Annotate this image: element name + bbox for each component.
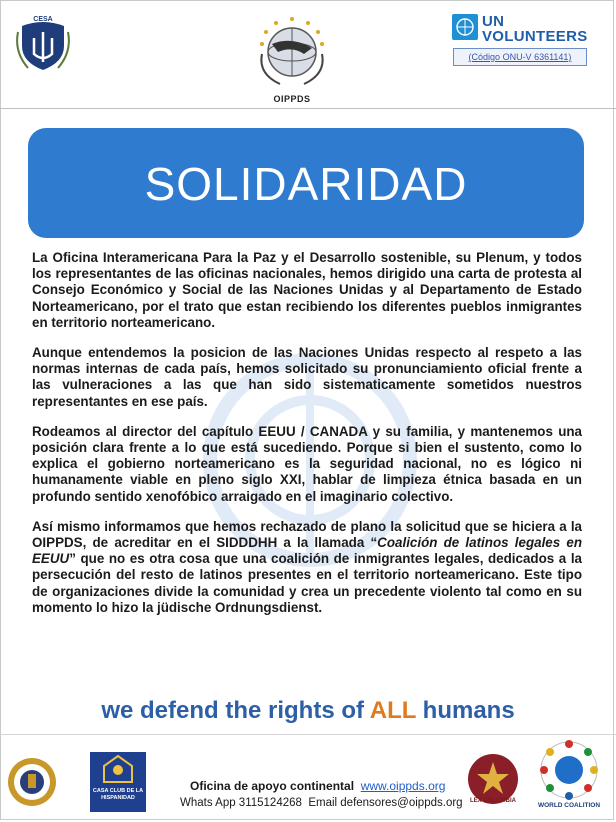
cesa-logo xyxy=(14,12,72,74)
header-divider xyxy=(0,108,616,109)
website-link[interactable]: www.oippds.org xyxy=(360,779,446,793)
contact-line-1 xyxy=(190,779,445,793)
paragraph-4-italic: Coalición de latinos legales en EEUU xyxy=(32,535,582,567)
casa-logo-text: CASA CLUB DE LA HISPANIDAD xyxy=(92,788,144,801)
title-banner: SOLIDARIDAD xyxy=(28,128,584,238)
aldp-logo xyxy=(6,756,58,808)
paragraph-1: La Oficina Interamericana Para la Paz y el Desarrollo sostenible, su Plenum, y todos los representantes de las oficinas nacionales, hemos dirigido una carta de protesta al Consejo Económico y Social de las Naciones Unidas y al Departamento de Estado Norteamericano, por el trato que estan recibiendo los diferentes pueblos inmigrantes en territorio norteamericano. xyxy=(32,250,582,330)
un-volunteers-code-link[interactable]: (Código ONU-V 6361141) xyxy=(453,48,587,66)
whatsapp-label: Whats App 3115124268 xyxy=(180,797,302,809)
un-volunteers-line2: VOLUNTEERS xyxy=(482,28,588,45)
office-label: Oficina de apoyo continental xyxy=(190,779,355,793)
world-coalition-logo xyxy=(530,734,608,818)
paragraph-2: Aunque entendemos la posicion de las Naciones Unidas respecto al respeto a las normas internas de cada país, hemos solicitado su pronunciamiento oficial frente a las vulneraciones a las que han sido sistematicamente sometidos nuestros representantes en ese país. xyxy=(32,345,582,409)
slogan-after: humans xyxy=(415,697,515,724)
un-emblem-icon xyxy=(452,14,478,40)
lex-colombia-logo xyxy=(466,752,520,812)
slogan-before: we defend the rights of xyxy=(101,697,370,724)
email-label: Email xyxy=(308,797,338,809)
paragraph-4-part-b: ” que no es otra cosa que una coalición de inmigrantes legales, dedicados a la persecución del resto de latinos presentes en el territorio norteamericano. Este tipo de organizaciones divide la comunidad y crea un precedente violento tal como en su momento lo hizo la jüdische Ordnungsdienst. xyxy=(32,551,582,615)
casa-club-hispanidad-logo xyxy=(90,752,146,812)
oippds-logo xyxy=(252,14,332,106)
paragraph-4-part-a: Así mismo informamos que hemos rechazado de plano la solicitud que se hiciera a la OIPPDS, de acreditar en el SIDDDHH a la llamada “ xyxy=(32,518,582,551)
oippds-logo-label: OIPPDS xyxy=(273,94,311,104)
footer-divider xyxy=(0,734,616,735)
email-address[interactable]: defensores@oippds.org xyxy=(340,797,463,809)
cesa-logo-text: CESA xyxy=(33,16,53,23)
un-volunteers-line1: UN xyxy=(482,13,505,30)
lex-logo-text: LEX COLOMBIA xyxy=(470,798,516,804)
world-coalition-text: WORLD COALITION xyxy=(537,802,601,809)
slogan-highlight: ALL xyxy=(369,697,416,724)
contact-line-2 xyxy=(180,797,463,809)
paragraph-4 xyxy=(32,519,582,616)
paragraph-3: Rodeamos al director del capítulo EEUU / CANADA y su familia, y mantenemos una posición clara frente a lo que está sucediendo. Porque si bien el sustento, como lo explica el gobierno norteamericano es la seguridad nacional, no es lógico ni humanamente viable en pleno siglo XXI, hablar de limpieza étnica basada en un profundo sentido xenofóbico arraigado en el imaginario colectivo. xyxy=(32,423,582,504)
slogan xyxy=(0,697,616,725)
letter-body xyxy=(32,250,582,630)
